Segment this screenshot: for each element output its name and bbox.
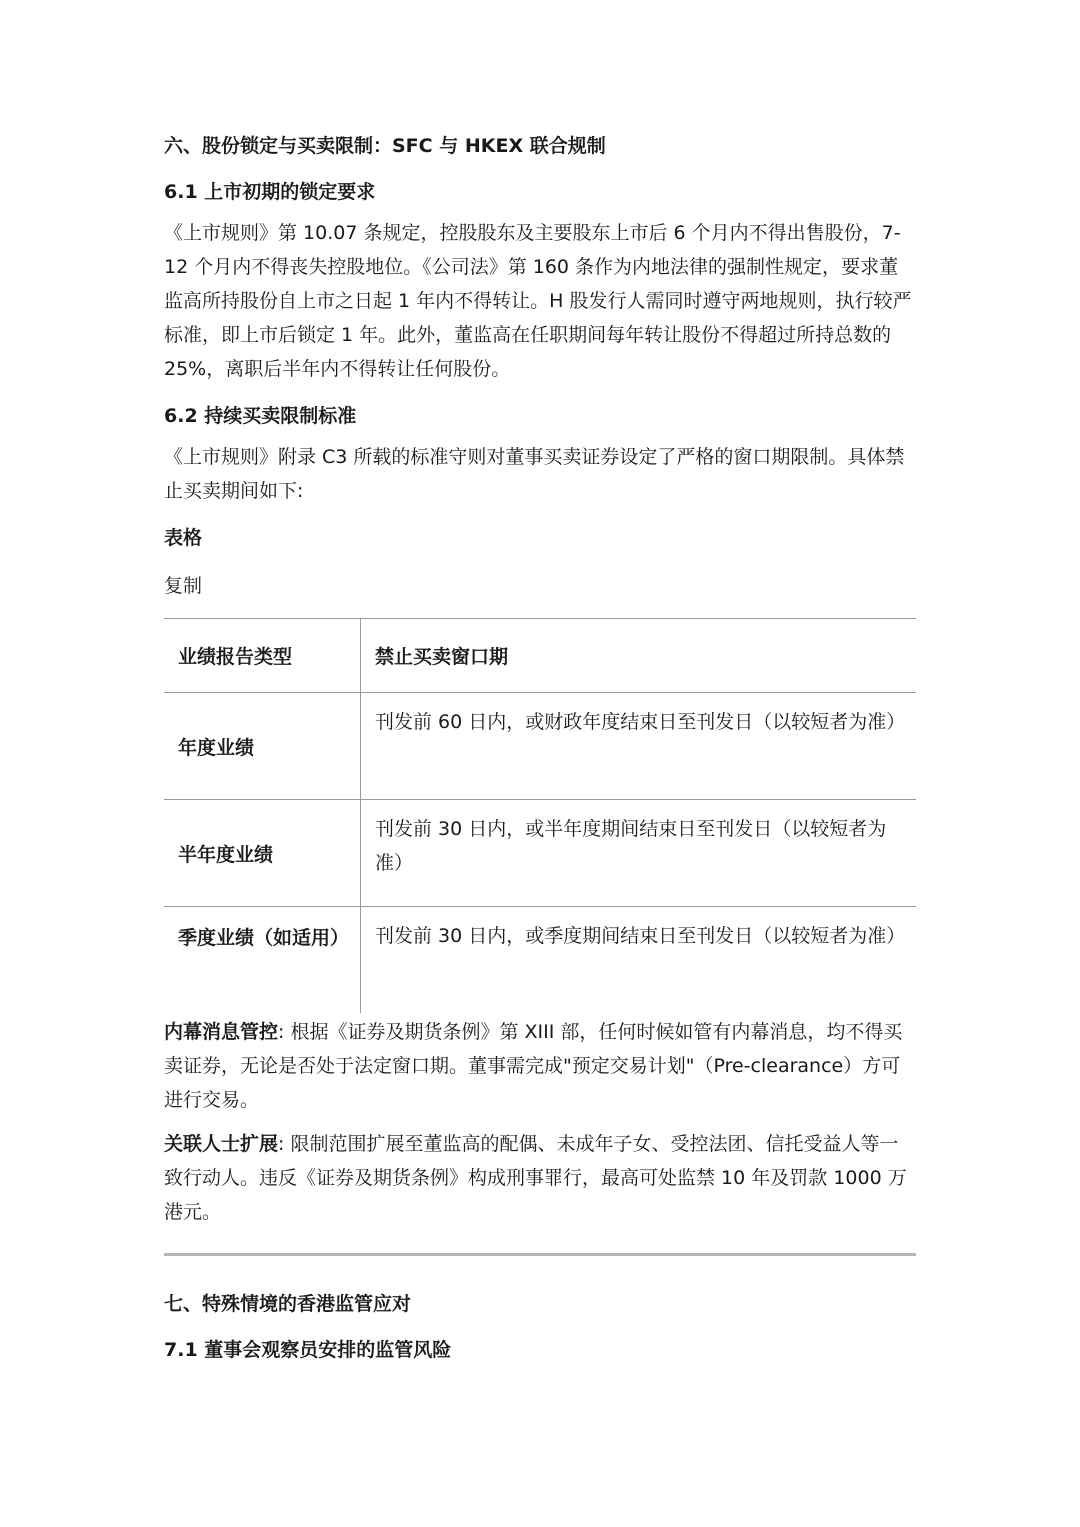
table-cell-window: 刊发前 30 日内，或季度期间结束日至刊发日（以较短者为准） bbox=[375, 925, 906, 947]
table-header-row bbox=[164, 619, 916, 693]
section-6-2-heading: 6.2 持续买卖限制标准 bbox=[164, 405, 357, 427]
table-cell-report-type: 季度业绩（如适用） bbox=[164, 907, 361, 1013]
copy-button[interactable]: 复制 bbox=[164, 575, 203, 597]
table-header-window: 禁止买卖窗口期 bbox=[375, 646, 509, 668]
table-cell-report-type: 年度业绩 bbox=[164, 693, 361, 800]
table-label: 表格 bbox=[164, 527, 203, 549]
related-persons-label: 关联人士扩展 bbox=[164, 1132, 279, 1155]
section-7-1-heading: 7.1 董事会观察员安排的监管风险 bbox=[164, 1338, 452, 1361]
related-persons-paragraph bbox=[164, 1127, 916, 1229]
related-persons-text: : 限制范围扩展至董监高的配偶、未成年子女、受控法团、信托受益人等一致行动人。违反《证券及期货条例》构成刑事罪行，最高可处监禁 10 年及罚款 1000 万港元。 bbox=[164, 1132, 907, 1223]
document-page bbox=[164, 126, 916, 1374]
section-6-heading: 六、股份锁定与买卖限制：SFC 与 HKEX 联合规制 bbox=[164, 135, 606, 157]
table-header-report-type: 业绩报告类型 bbox=[164, 619, 361, 693]
section-6-1-heading: 6.1 上市初期的锁定要求 bbox=[164, 181, 376, 203]
section-7-heading: 七、特殊情境的香港监管应对 bbox=[164, 1292, 412, 1315]
table-row bbox=[164, 800, 916, 907]
insider-info-text: : 根据《证券及期货条例》第 XIII 部，任何时候如管有内幕消息，均不得买卖证券，无论是否处于法定窗口期。董事需完成"预定交易计划"（Pre-clearance）方可进行交易。 bbox=[164, 1020, 903, 1111]
table-cell-window: 刊发前 30 日内，或半年度期间结束日至刊发日（以较短者为准） bbox=[375, 818, 887, 874]
table-row bbox=[164, 693, 916, 800]
insider-info-paragraph bbox=[164, 1015, 916, 1117]
table-cell-report-type: 半年度业绩 bbox=[164, 800, 361, 907]
table-cell-window: 刊发前 60 日内，或财政年度结束日至刊发日（以较短者为准） bbox=[375, 711, 906, 733]
section-6-1-paragraph: 《上市规则》第 10.07 条规定，控股股东及主要股东上市后 6 个月内不得出售股份，7-12 个月内不得丧失控股地位。《公司法》第 160 条作为内地法律的强制性规定，要求董监高所持股份自上市之日起 1 年内不得转让。H 股发行人需同时遵守两地规则，执行较严标准，即上市后锁定 1 年。此外，董监高在任职期间每年转让股份不得超过所持总数的 25%，离职后半年内不得转让任何股份。 bbox=[164, 222, 912, 380]
insider-info-label: 内幕消息管控 bbox=[164, 1020, 279, 1043]
table-row bbox=[164, 907, 916, 1013]
section-divider bbox=[164, 1253, 916, 1256]
trading-window-table bbox=[164, 618, 916, 1013]
section-6-2-paragraph: 《上市规则》附录 C3 所载的标准守则对董事买卖证券设定了严格的窗口期限制。具体禁止买卖期间如下: bbox=[164, 446, 905, 502]
